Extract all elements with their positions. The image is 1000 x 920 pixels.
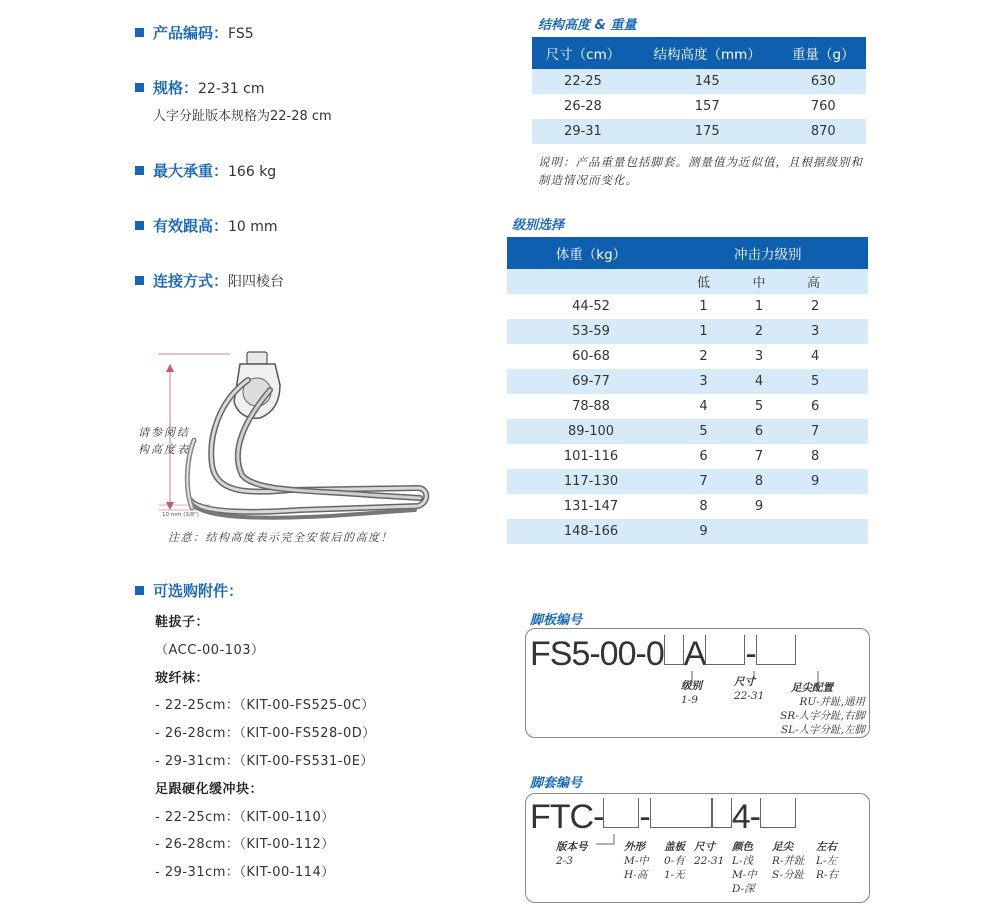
- column-header-impact-level: 冲击力级别: [734, 247, 802, 263]
- table-cell: 26-28: [564, 99, 602, 114]
- subheader-medium: 中: [752, 276, 766, 291]
- cover-code-prefix: FTC-: [530, 798, 604, 836]
- foot-code-box: [525, 628, 870, 738]
- label-text: L-浅: [732, 855, 754, 867]
- bullet-square-icon: [135, 586, 144, 595]
- subheader-high: 高: [807, 276, 821, 291]
- foot-code-mid: A: [683, 635, 706, 673]
- table-cell: [786, 494, 868, 519]
- accessory-item: - 29-31cm：（KIT-00-FS531-0E）: [155, 754, 374, 769]
- label-text: 盖板: [664, 841, 685, 853]
- bullet-square-icon: [135, 28, 144, 37]
- table-cell: 6: [811, 399, 820, 414]
- table-cell: 145: [694, 74, 720, 89]
- label-text: 版本号: [556, 841, 588, 853]
- foot-code-title: 脚板编号: [530, 613, 583, 628]
- table-row: [507, 369, 868, 394]
- label-text: 尺寸: [694, 841, 715, 853]
- table-cell: 131-147: [563, 499, 619, 514]
- bullet-square-icon: [135, 276, 144, 285]
- illustration-dimension: 10 mm (3/8"): [162, 512, 199, 518]
- label-text: H-高: [624, 869, 648, 881]
- cover-code-label-color: [732, 840, 757, 896]
- foot-code-toe-options: [780, 695, 865, 737]
- table-cell: 8: [699, 499, 708, 514]
- label-text: D-深: [732, 883, 755, 895]
- height-weight-table: [532, 37, 866, 144]
- bullet-square-icon: [135, 83, 144, 92]
- table-cell: 7: [811, 424, 820, 439]
- spec-size-note: 人字分趾版本规格为22-28 cm: [153, 109, 332, 124]
- table-cell: [732, 519, 786, 544]
- table-cell: 175: [694, 124, 720, 139]
- cover-code-four: 4-: [731, 798, 760, 836]
- accessory-item: 鞋拔子：: [155, 615, 210, 630]
- table-cell: 1: [754, 299, 764, 314]
- foot-code-label-toe: [791, 681, 833, 695]
- category-title: 级别选择: [512, 218, 565, 233]
- label-text: M-中: [624, 855, 649, 867]
- table-cell: 53-59: [572, 324, 610, 339]
- table-cell: 760: [810, 99, 836, 114]
- label-text: R-并趾: [772, 855, 805, 867]
- column-header-build-height: 结构高度（mm）: [653, 47, 761, 63]
- cover-code-title: 脚套编号: [530, 776, 583, 791]
- accessory-item: （ACC-00-103）: [155, 642, 265, 658]
- label-text: 左右: [816, 841, 837, 853]
- table-row: [507, 444, 868, 469]
- table-header-row: [507, 237, 868, 269]
- subheader-low: 低: [696, 276, 710, 291]
- label-text: RU-并趾,通用: [799, 696, 865, 708]
- label-text: 22-31: [694, 855, 725, 867]
- cover-code-label-side: [816, 840, 838, 882]
- table-cell: 6: [754, 424, 764, 439]
- label-text: SL-人字分趾,左脚: [780, 724, 865, 736]
- table-header-row: [532, 37, 866, 69]
- column-header-weight: 重量（g）: [791, 47, 855, 63]
- table-row: [507, 294, 868, 319]
- table-cell: 29-31: [564, 124, 602, 139]
- table-row: [507, 494, 868, 519]
- label-text: 1-无: [664, 869, 685, 881]
- label-text: 级别: [681, 680, 702, 692]
- accessory-item: - 26-28cm：（KIT-00-FS528-0D）: [155, 726, 376, 742]
- table-cell: 6: [699, 449, 708, 464]
- label-text: M-中: [732, 869, 757, 881]
- table-cell: 78-88: [572, 399, 610, 414]
- table-cell: 101-116: [563, 449, 619, 464]
- label-text: R-右: [816, 869, 838, 881]
- bullet-square-icon: [135, 221, 144, 230]
- label-text: 2-3: [556, 855, 573, 867]
- table-cell: 117-130: [563, 474, 619, 489]
- height-weight-title: 结构高度 & 重量: [538, 18, 637, 33]
- category-table: [507, 237, 868, 544]
- spec-product-code: 产品编码：FS5: [135, 22, 254, 43]
- table-row: [507, 319, 868, 344]
- table-cell: 870: [810, 124, 836, 139]
- table-cell: 630: [810, 74, 836, 89]
- table-cell: 3: [699, 374, 708, 389]
- cover-code-label-size: [694, 840, 724, 868]
- table-cell: 60-68: [572, 349, 610, 364]
- table-cell: 5: [699, 424, 708, 439]
- table-cell: 9: [811, 474, 820, 489]
- label-text: 颜色: [732, 841, 753, 853]
- table-cell: 4: [754, 374, 764, 389]
- table-cell: 4: [811, 349, 820, 364]
- illustration-label-line: 构高度表: [138, 443, 190, 456]
- label-text: 1-9: [681, 694, 698, 706]
- accessory-item: - 26-28cm：（KIT-00-112）: [155, 837, 335, 853]
- table-cell: 148-166: [563, 524, 619, 539]
- table-cell: 2: [754, 324, 764, 339]
- accessories-title-text: 可选购附件：: [153, 582, 244, 600]
- spec-size: 规格：22-31 cm: [135, 77, 264, 98]
- table-cell: 3: [754, 349, 764, 364]
- label-text: SR-人字分趾,右脚: [780, 710, 865, 722]
- cover-code-label-version: [556, 840, 588, 868]
- cover-code-box: [525, 793, 870, 903]
- table-cell: 5: [811, 374, 820, 389]
- table-cell: 44-52: [572, 299, 610, 314]
- table-subheader-row: [507, 269, 868, 294]
- cover-code-label-shape: [624, 840, 649, 882]
- accessory-item: 玻纤袜：: [155, 670, 210, 686]
- table-row: [507, 344, 868, 369]
- column-header-body-weight: 体重（kg）: [555, 247, 627, 263]
- foot-code-prefix: FS5-00-0: [530, 635, 664, 673]
- foot-code-label-category: [681, 679, 702, 707]
- table-cell: 89-100: [567, 424, 615, 439]
- table-row: [532, 69, 866, 94]
- table-cell: 157: [694, 99, 720, 114]
- table-cell: 9: [699, 524, 708, 539]
- label-text: 外形: [624, 841, 645, 853]
- table-cell: 7: [754, 449, 764, 464]
- label-text: 0-有: [664, 855, 685, 867]
- illustration-label-line: 请参阅结: [138, 426, 190, 439]
- label-text: 22-31: [734, 690, 765, 702]
- accessory-item: - 29-31cm：（KIT-00-114）: [155, 865, 335, 881]
- table-cell: 5: [754, 399, 764, 414]
- foot-code-label-size: [734, 675, 764, 703]
- table-row: [507, 394, 868, 419]
- table-row: [507, 469, 868, 494]
- weight-note: 说明：产品重量包括脚套。测量值为近似值，且根据级别和制造情况而变化。: [538, 155, 863, 187]
- table-cell: 8: [811, 449, 820, 464]
- table-cell: 9: [754, 499, 764, 514]
- spec-heel-height: 有效跟高：10 mm: [135, 215, 278, 236]
- cover-code-label-cap: [664, 840, 685, 882]
- label-text: L-左: [816, 855, 838, 867]
- label-text: 足尖: [772, 841, 793, 853]
- table-cell: 8: [754, 474, 764, 489]
- table-cell: 4: [699, 399, 708, 414]
- illustration-note: 注意：结构高度表示完全安装后的高度！: [168, 531, 393, 544]
- bullet-square-icon: [135, 166, 144, 175]
- table-cell: [786, 519, 868, 544]
- label-text: 尺寸: [734, 676, 755, 688]
- accessory-item: - 22-25cm：（KIT-00-110）: [155, 809, 335, 825]
- table-row: [507, 419, 868, 444]
- table-row: [507, 519, 868, 544]
- table-row: [532, 119, 866, 144]
- table-cell: 3: [811, 324, 820, 339]
- accessory-item: 足跟硬化缓冲块：: [155, 781, 264, 797]
- label-text: S-分趾: [772, 869, 805, 881]
- table-cell: [507, 269, 675, 294]
- accessory-item: - 22-25cm：（KIT-00-FS525-0C）: [155, 698, 375, 714]
- cover-code-dash: -: [639, 798, 650, 836]
- table-cell: 2: [699, 349, 708, 364]
- accessories-title: [135, 580, 243, 601]
- label-text: 足尖配置: [791, 682, 833, 694]
- cover-code-label-toe: [772, 840, 804, 882]
- table-cell: 1: [699, 299, 708, 314]
- table-cell: 69-77: [572, 374, 610, 389]
- illustration-label: [138, 424, 190, 458]
- foot-code-dash: -: [745, 635, 756, 673]
- table-cell: 22-25: [564, 74, 602, 89]
- spec-connection: 连接方式：阳四棱台: [135, 270, 284, 291]
- table-cell: 2: [811, 299, 820, 314]
- table-cell: 1: [699, 324, 708, 339]
- table-cell: 7: [699, 474, 708, 489]
- spec-max-load: 最大承重：166 kg: [135, 160, 276, 181]
- column-header-size: 尺寸（cm）: [545, 47, 621, 63]
- table-row: [532, 94, 866, 119]
